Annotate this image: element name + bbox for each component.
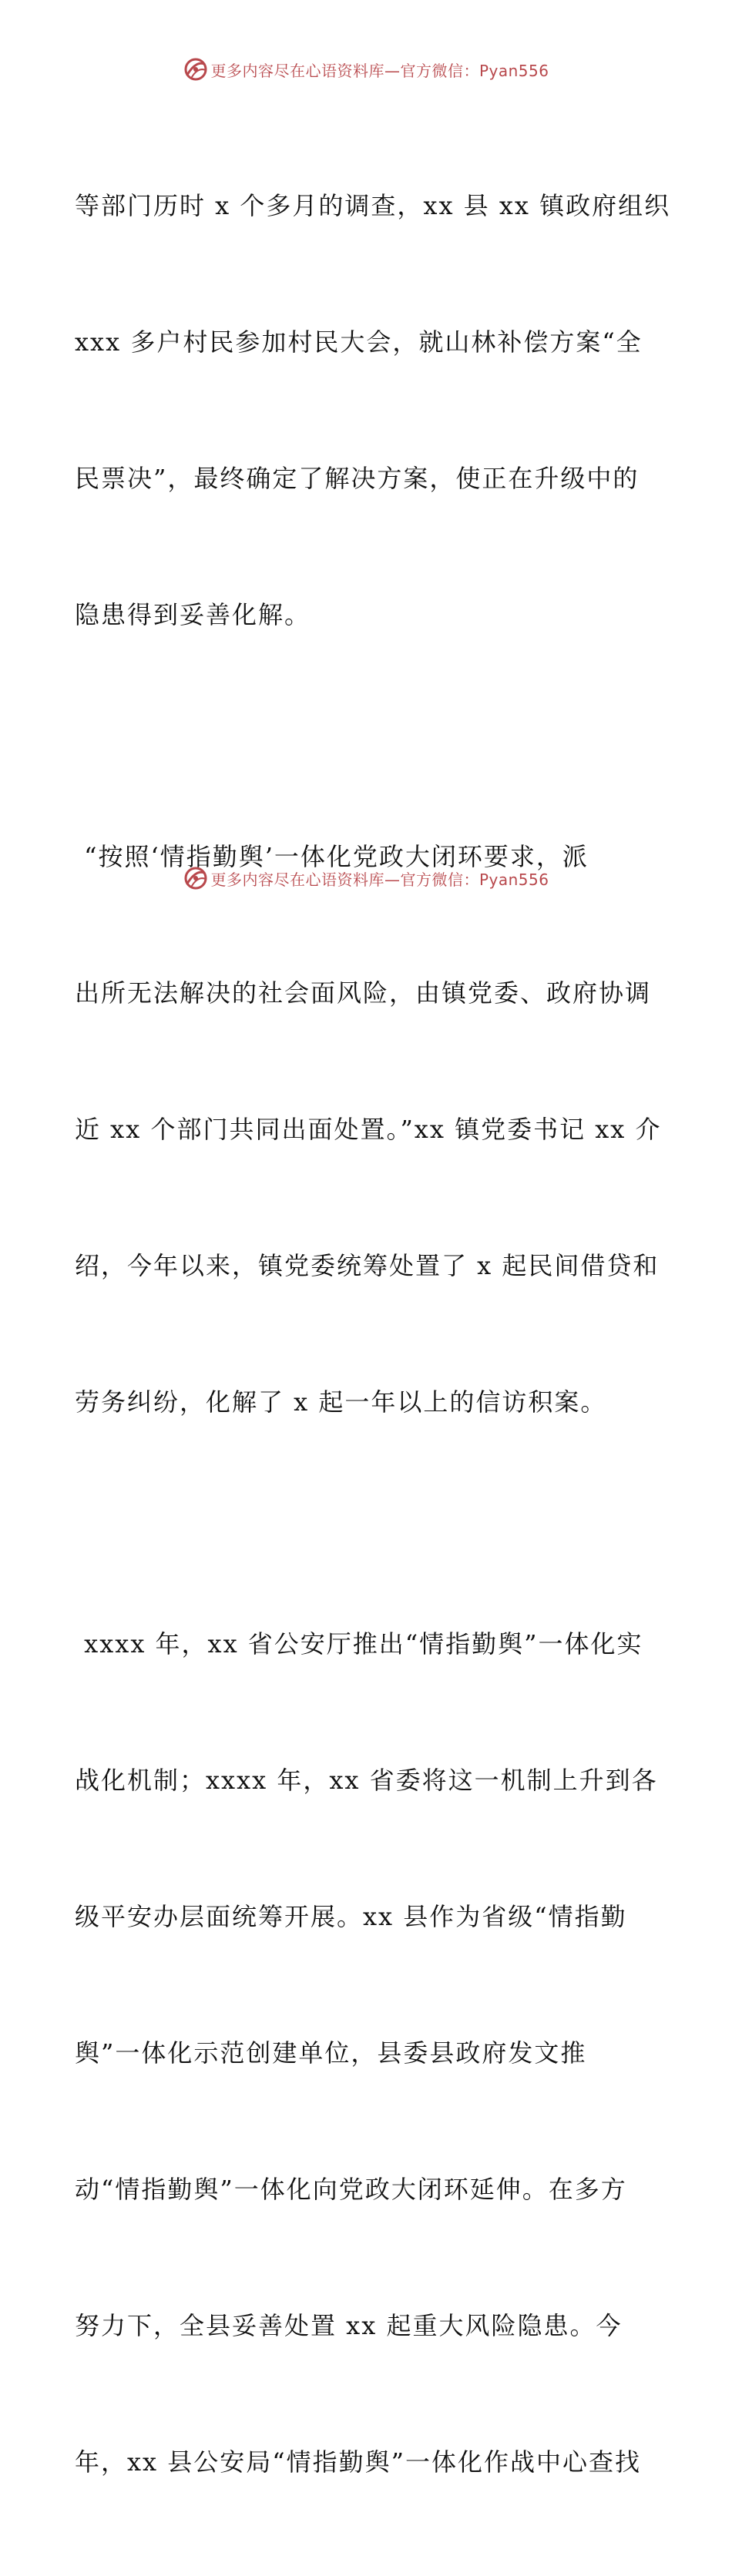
paragraph-line: 隐患得到妥善化解。: [75, 600, 311, 629]
paragraph-1: [75, 92, 671, 729]
header-banner-text: 更多内容尽在心语资料库—官方微信：Pyan556: [210, 61, 549, 80]
paragraph-line: 绍，今年以来，镇党委统筹处置了 x 起民间借贷和: [75, 1251, 660, 1280]
paragraph-line: 级平安办层面统筹开展。xx 县作为省级“情指勤: [75, 1902, 627, 1931]
paragraph-line: xxx 多户村民参加村民大会，就山林补偿方案“全: [75, 327, 643, 357]
paragraph-line: xxxx 年，xx 省公安厅推出“情指勤舆”一体化实: [75, 1629, 643, 1659]
paragraph-line: 战化机制；xxxx 年，xx 省委将这一机制上升到各: [75, 1766, 658, 1795]
paragraph-line: 出所无法解决的社会面风险，由镇党委、政府协调: [75, 978, 652, 1008]
footer-banner-text: 更多内容尽在心语资料库—官方微信：Pyan556: [210, 870, 549, 889]
paragraph-line: “按照‘情指勤舆’一体化党政大闭环要求，派: [75, 842, 589, 871]
red-swirl-logo-icon: [183, 865, 209, 891]
paragraph-line: 民票决”，最终确定了解决方案，使正在升级中的: [75, 464, 640, 493]
header-banner: [0, 54, 732, 85]
paragraph-line: 近 xx 个部门共同出面处置。”xx 镇党委书记 xx 介: [75, 1115, 662, 1144]
red-swirl-logo-icon: [183, 56, 209, 82]
paragraph-line: 等部门历时 x 个多月的调查，xx 县 xx 镇政府组织: [75, 191, 671, 220]
paragraph-line: 年，xx 县公安局“情指勤舆”一体化作战中心查找: [75, 2447, 641, 2477]
paragraph-line: 劳务纠纷，化解了 x 起一年以上的信访积案。: [75, 1387, 607, 1417]
paragraph-line: 舆”一体化示范创建单位，县委县政府发文推: [75, 2038, 587, 2068]
paragraph-2: [75, 743, 660, 1516]
paragraph-line: 动“情指勤舆”一体化向党政大闭环延伸。在多方: [75, 2175, 627, 2204]
footer-banner: [0, 863, 732, 894]
paragraph-3: [75, 1531, 660, 2576]
paragraph-line: 努力下，全县妥善处置 xx 起重大风险隐患。今: [75, 2311, 623, 2340]
document-body: [75, 92, 671, 2576]
